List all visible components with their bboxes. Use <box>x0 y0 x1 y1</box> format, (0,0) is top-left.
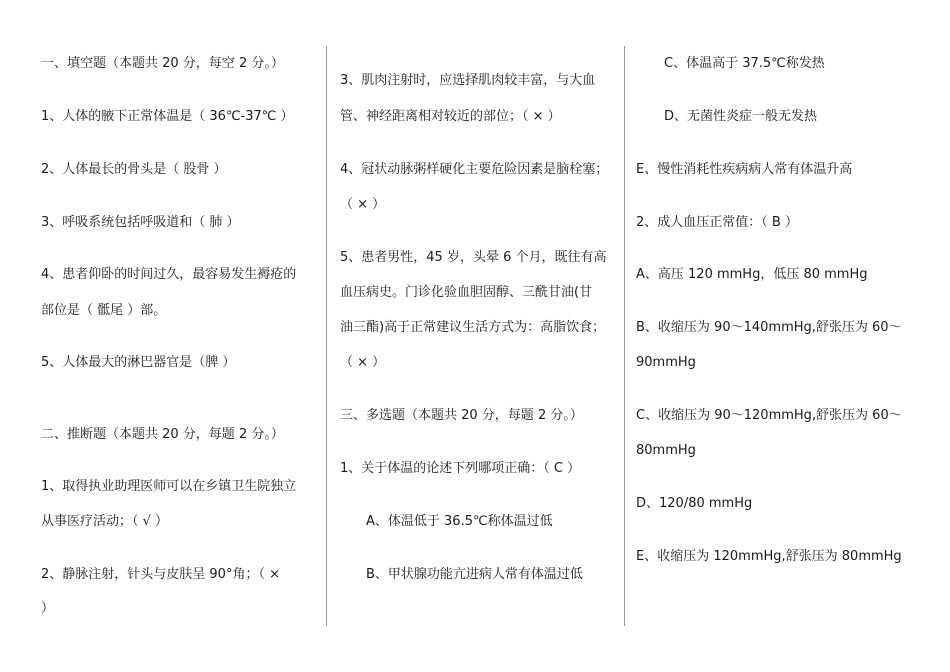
question-line: （ × ） <box>340 197 386 212</box>
option-line: 90mmHg <box>636 355 696 370</box>
question-line: 1、取得执业助理医师可以在乡镇卫生院独立 <box>41 479 297 494</box>
question-line: 油三酯)高于正常建议生活方式为：高脂饮食； <box>340 320 606 335</box>
section-heading-multiple-choice: 三、多选题（本题共 20 分，每题 2 分。） <box>340 408 583 423</box>
question-line: 3、肌肉注射时，应选择肌肉较丰富，与大血 <box>340 73 596 88</box>
column-divider <box>624 46 625 626</box>
column-divider <box>326 46 327 626</box>
column-3 <box>636 0 936 672</box>
question-line: 1、关于体温的论述下列哪项正确：（ C ） <box>340 461 581 476</box>
option-line: B、甲状腺功能亢进病人常有体温过低 <box>366 567 583 582</box>
option-line: A、体温低于 36.5℃称体温过低 <box>366 514 553 529</box>
question-line: 管、神经距离相对较近的部位；（ × ） <box>340 109 561 124</box>
question-line: 4、患者仰卧的时间过久，最容易发生褥疮的 <box>41 267 297 282</box>
question-line: 5、人体最大的淋巴器官是（脾 ） <box>41 355 236 370</box>
question-line: 2、成人血压正常值：（ B ） <box>636 215 798 230</box>
question-line: 从事医疗活动；（ √ ） <box>41 514 169 529</box>
option-line: 80mmHg <box>636 443 696 458</box>
question-line: 3、呼吸系统包括呼吸道和（ 肺 ） <box>41 215 240 230</box>
question-line: 血压病史。门诊化验血胆固醇、三酰甘油(甘 <box>340 285 593 300</box>
question-line: 2、人体最长的骨头是（ 股骨 ） <box>41 162 227 177</box>
question-line: 1、人体的腋下正常体温是（ 36℃-37℃ ） <box>41 109 294 124</box>
option-line: E、收缩压为 120mmHg,舒张压为 80mmHg <box>636 549 902 564</box>
option-line: B、收缩压为 90～140mmHg,舒张压为 60～ <box>636 320 902 335</box>
section-heading-fill-blank: 一、填空题（本题共 20 分，每空 2 分。） <box>41 56 284 71</box>
option-line: E、慢性消耗性疾病病人常有体温升高 <box>636 162 853 177</box>
option-line: C、收缩压为 90～120mmHg,舒张压为 60～ <box>636 408 902 423</box>
question-line: 部位是（ 骶尾 ）部。 <box>41 303 167 318</box>
question-line: 2、静脉注射，针头与皮肤呈 90°角；（ × <box>41 567 280 582</box>
option-line: A、高压 120 mmHg，低压 80 mmHg <box>636 267 868 282</box>
column-1 <box>41 0 321 672</box>
option-line: D、120/80 mmHg <box>636 496 753 511</box>
question-line: （ × ） <box>340 355 386 370</box>
column-2 <box>340 0 620 672</box>
question-line: 5、患者男性，45 岁，头晕 6 个月，既往有高 <box>340 250 607 265</box>
section-heading-judgement: 二、推断题（本题共 20 分，每题 2 分。） <box>41 427 284 442</box>
option-line: C、体温高于 37.5℃称发热 <box>664 56 825 71</box>
question-line: 4、冠状动脉粥样硬化主要危险因素是脑栓塞； <box>340 162 609 177</box>
option-line: D、无菌性炎症一般无发热 <box>664 109 818 124</box>
question-line: ） <box>41 601 55 616</box>
